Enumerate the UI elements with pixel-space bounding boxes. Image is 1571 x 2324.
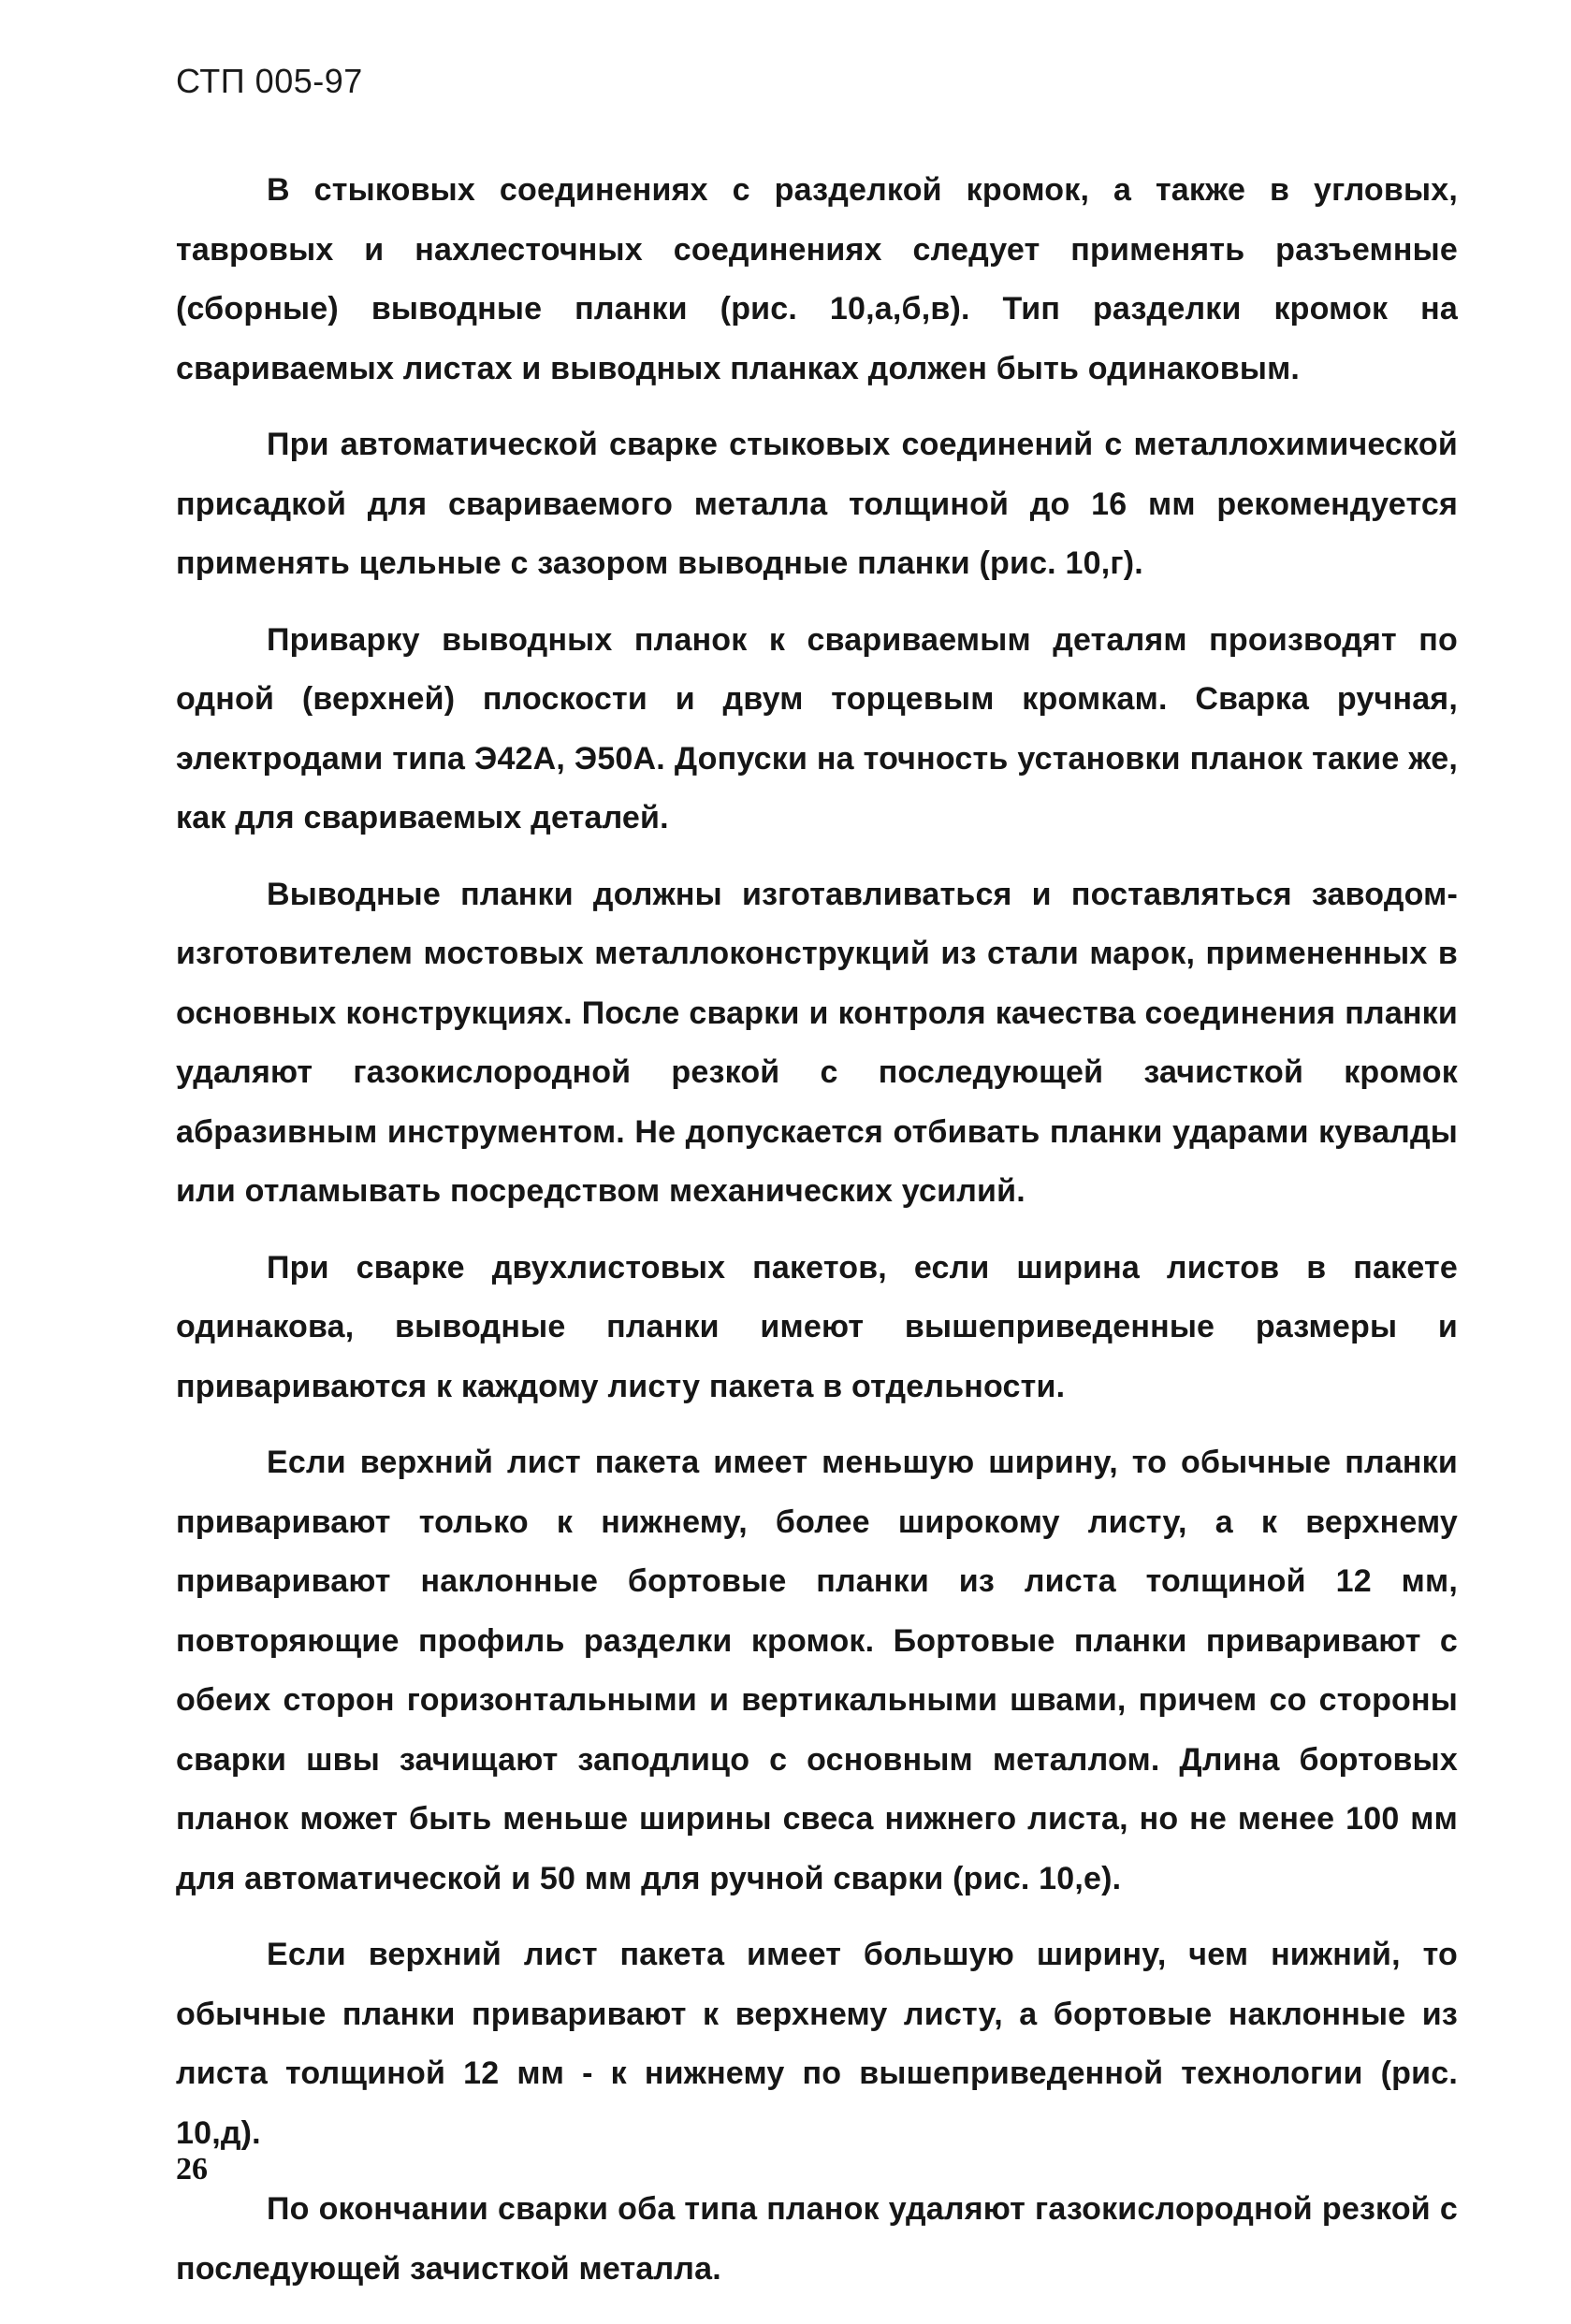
paragraph: Приварку выводных планок к свариваемым деталям производят по одной (верхней) плоскости и двум торцевым кромкам. Сварка ручная, электродами типа Э42А, Э50А. Допуски на точность установки планок такие же, как для свариваемых деталей. <box>176 621 1458 835</box>
paragraph: По окончании сварки оба типа планок удаляют газокислородной резкой с последующей зачисткой металла. <box>176 2191 1458 2287</box>
body-text <box>176 161 1458 2316</box>
paragraph: Если верхний лист пакета имеет меньшую ширину, то обычные планки приваривают только к нижнему, более широкому листу, а к верхнему приваривают наклонные бортовые планки из листа толщиной 12 мм, повторяющие профиль разделки кромок. Бортовые планки приваривают с обеих сторон горизонтальными и вертикальными швами, причем со стороны сварки швы зачищают заподлицо с основным металлом. Длина бортовых планок может быть меньше ширины свеса нижнего листа, но не менее 100 мм для автоматической и 50 мм для ручной сварки (рис. 10,е). <box>176 1445 1458 1896</box>
paragraph: В стыковых соединениях с разделкой кромок, а также в угловых, тавровых и нахлесточных соединениях следует применять разъемные (сборные) выводные планки (рис. 10,а,б,в). Тип разделки кромок на свариваемых листах и выводных планках должен быть одинаковым. <box>176 172 1458 386</box>
paragraph: Выводные планки должны изготавливаться и поставляться заводом-изготовителем мостовых металлоконструкций из стали марок, примененных в основных конструкциях. После сварки и контроля качества соединения планки удаляют газокислородной резкой с последующей зачисткой кромок абразивным инструментом. Не допускается отбивать планки ударами кувалды или отламывать посредством механических усилий. <box>176 876 1458 1209</box>
paragraph: При сварке двухлистовых пакетов, если ширина листов в пакете одинакова, выводные планки имеют вышеприведенные размеры и привариваются к каждому листу пакета в отдельности. <box>176 1249 1458 1404</box>
document-code: СТП 005-97 <box>176 62 363 100</box>
page-number: 26 <box>176 2152 208 2186</box>
paragraph: При автоматической сварке стыковых соединений с металлохимической присадкой для свариваемого металла толщиной до 16 мм рекомендуется применять цельные с зазором выводные планки (рис. 10,г). <box>176 427 1458 581</box>
paragraph: Если верхний лист пакета имеет большую ширину, чем нижний, то обычные планки приваривают к верхнему листу, а бортовые наклонные из листа толщиной 12 мм - к нижнему по вышеприведенной технологии (рис. 10,д). <box>176 1937 1458 2151</box>
